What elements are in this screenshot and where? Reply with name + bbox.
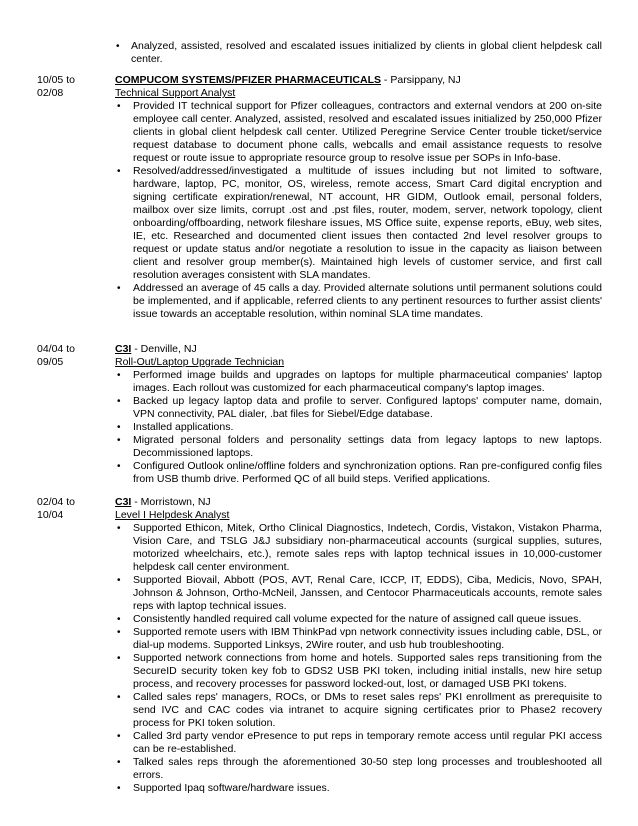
list-item: • Called 3rd party vendor ePresence to put reps in temporary remote access until regular PKI access can be re-established. bbox=[117, 730, 602, 755]
intro-bullet-list bbox=[112, 40, 602, 66]
list-item: • Consistently handled required call volume expected for the nature of assigned call queue issues. bbox=[117, 613, 582, 625]
bullet-icon: • bbox=[117, 166, 121, 177]
list-item: • Analyzed, assisted, resolved and escalated issues initialized by clients in global client helpdesk call center. bbox=[116, 40, 602, 65]
list-item: • Performed image builds and upgrades on laptops for multiple pharmaceutical companies' laptop images. Each rollout was customized for each pharmaceutical company's laptop images. bbox=[117, 369, 602, 394]
date-from: 10/05 to bbox=[37, 74, 75, 86]
list-item: • Supported network connections from home and hotels. Supported sales reps transitioning from the SecureID security token key fob to GDS2 USB PKI token, including initial installs, new hire setup process, and recovery processes for password locked-out, lost, or damaged USB PKI tokens. bbox=[117, 652, 602, 690]
list-item: • Called sales reps' managers, ROCs, or DMs to reset sales reps' PKI enrollment as prerequisite to send IVC and CAC codes via intranet to acquire signing certificates prior to Phase2 recovery process for PKI token solution. bbox=[117, 691, 602, 729]
company-line bbox=[115, 343, 602, 356]
list-item: • Addressed an average of 45 calls a day. Provided alternate solutions until permanent solutions could be implemented, and if applicable, referred clients to any pertinent resources to further assist clients' issue towards an acceptable resolution, within nominal SLA time mandates. bbox=[117, 282, 602, 320]
company-location: - Denville, NJ bbox=[131, 343, 197, 355]
intro-section bbox=[112, 40, 602, 66]
job-dates bbox=[37, 496, 107, 522]
company-name: C3I bbox=[115, 496, 132, 508]
company-name: COMPUCOM SYSTEMS/PFIZER PHARMACEUTICALS bbox=[115, 74, 382, 86]
list-item: • Supported Ipaq software/hardware issues. bbox=[117, 782, 330, 794]
list-item: • Supported Ethicon, Mitek, Ortho Clinical Diagnostics, Indetech, Cordis, Vistakon, Vistakon Pharma, Vision Care, and TSLG J&J subsidiary non-pharmaceutical accounts (surgical supplies, sutures, motorized wheelchairs, etc.), remote sales reps with laptop technical issues in 10,000-customer helpdesk call center environment. bbox=[117, 522, 602, 573]
list-item: • Provided IT technical support for Pfizer colleagues, contractors and external vendors at 200 on-site employee call center. Analyzed, assisted, resolved and escalated issues initialized by 250,000 Pfizer clients in global client helpdesk call center. Utilized Peregrine Service Center trouble ticket/service request database to document phone calls, webcalls and email assistance requests to resolve request or route issue to appropriate resource group to resolve issue per SOPs in Info-base. bbox=[117, 100, 602, 164]
bullet-icon: • bbox=[117, 283, 121, 294]
job-title: Technical Support Analyst bbox=[115, 87, 236, 99]
list-item: • Backed up legacy laptop data and profile to server. Configured laptops' computer name, domain, VPN connectivity, PAL dialer, .bat files for Siebel/Edge database. bbox=[117, 395, 602, 420]
date-to: 10/04 bbox=[37, 509, 64, 521]
date-to: 09/05 bbox=[37, 356, 64, 368]
company-name: C3I bbox=[115, 343, 132, 355]
list-item: • Migrated personal folders and personality settings data from legacy laptops to new laptops. Decommissioned laptops. bbox=[117, 434, 602, 459]
company-line bbox=[115, 74, 602, 87]
list-item: • Resolved/addressed/investigated a multitude of issues including but not limited to software, hardware, laptop, PC, monitor, OS, wireless, remote access, Smart Card digital encryption and signing certificate expiration/renewal, NT account, HR GIDM, Outlook email, personal folders, mailbox over size limits, corrupt .ost and .pst files, router, modem, server, network topology, client onboarding/offboarding, network fileshare issues, MS Office suite, expense reports, eBuy, web sites, IE, etc. Researched and documented client issues then contacted 2nd level resolver groups to request or update status and/or negotiate a resolution to issue in the capacity as liaison between client and resolver group member(s). Maintained high levels of customer service, and first call resolution averages consistent with SLA mandates. bbox=[117, 165, 602, 281]
date-from: 02/04 to bbox=[37, 496, 75, 508]
bullet-icon: • bbox=[117, 783, 121, 794]
date-from: 04/04 to bbox=[37, 343, 75, 355]
job-bullet-list bbox=[115, 100, 602, 321]
bullet-icon: • bbox=[117, 101, 121, 112]
list-item: • Supported Biovail, Abbott (POS, AVT, Renal Care, ICCP, IT, EDDS), Ciba, Medicis, Novo, SPAH, Johnson & Johnson, Ortho-McNeil, Janssen, and Centocor Pharmaceuticals accounts, remote sales reps with laptop technical issues. bbox=[117, 574, 602, 612]
job-title: Roll-Out/Laptop Upgrade Technician bbox=[115, 356, 285, 368]
job-bullet-list bbox=[115, 369, 602, 486]
list-item: • Supported remote users with IBM ThinkPad vpn network connectivity issues including cable, DSL, or dial-up modems. Supported Linksys, 2Wire router, and usb hub troubleshooting. bbox=[117, 626, 602, 651]
date-to: 02/08 bbox=[37, 87, 64, 99]
bullet-icon: • bbox=[117, 614, 121, 625]
bullet-icon: • bbox=[117, 627, 121, 638]
bullet-icon: • bbox=[117, 422, 121, 433]
list-item: • Installed applications. bbox=[117, 421, 234, 433]
bullet-icon: • bbox=[117, 396, 121, 407]
bullet-icon: • bbox=[117, 575, 121, 586]
job-title: Level I Helpdesk Analyst bbox=[115, 509, 230, 521]
company-location: - Parsippany, NJ bbox=[381, 74, 461, 86]
bullet-icon: • bbox=[117, 435, 121, 446]
bullet-icon: • bbox=[117, 461, 121, 472]
company-location: - Morristown, NJ bbox=[131, 496, 211, 508]
list-item: • Talked sales reps through the aforementioned 30-50 step long processes and troubleshooted all errors. bbox=[117, 756, 602, 781]
company-line bbox=[115, 496, 602, 509]
bullet-icon: • bbox=[117, 757, 121, 768]
bullet-icon: • bbox=[116, 41, 120, 52]
bullet-icon: • bbox=[117, 692, 121, 703]
bullet-icon: • bbox=[117, 370, 121, 381]
job-dates bbox=[37, 343, 107, 369]
bullet-icon: • bbox=[117, 653, 121, 664]
bullet-icon: • bbox=[117, 523, 121, 534]
job-bullet-list bbox=[115, 522, 602, 795]
bullet-icon: • bbox=[117, 731, 121, 742]
job-dates bbox=[37, 74, 107, 100]
list-item: • Configured Outlook online/offline folders and synchronization options. Ran pre-configured config files from USB thumb drive. Performed QC of all build steps. Verified applications. bbox=[117, 460, 602, 485]
job-content bbox=[115, 496, 602, 795]
job-content bbox=[115, 74, 602, 321]
job-content bbox=[115, 343, 602, 486]
